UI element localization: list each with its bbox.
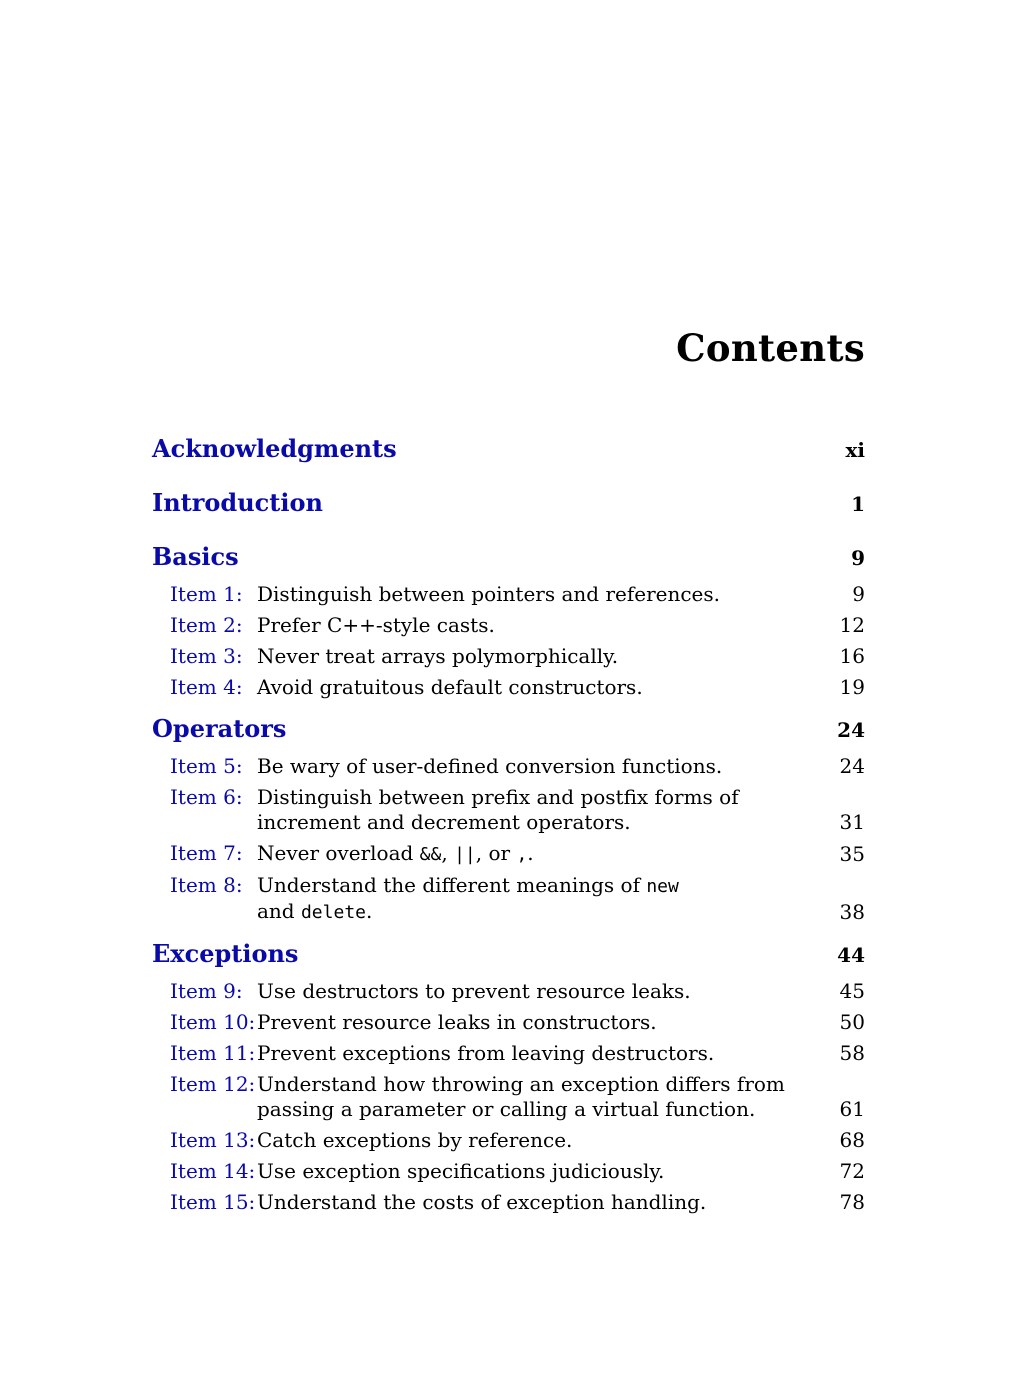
toc-item bbox=[152, 873, 865, 925]
chapter-link-operators[interactable]: Operators bbox=[152, 714, 287, 743]
chapter-page-number: 24 bbox=[837, 718, 865, 742]
item-title-text: . bbox=[527, 841, 534, 865]
item-list bbox=[152, 979, 865, 1215]
item-title-line bbox=[257, 873, 797, 899]
item-title: Prevent resource leaks in constructors. bbox=[257, 1010, 657, 1034]
item-page-number: 78 bbox=[839, 1190, 865, 1214]
item-title-line: passing a parameter or calling a virtual function. bbox=[257, 1097, 756, 1121]
item-page-number: 35 bbox=[839, 842, 865, 866]
toc-item bbox=[152, 1159, 865, 1184]
item-link[interactable]: Item 4: bbox=[170, 675, 243, 699]
item-page-number: 19 bbox=[839, 675, 865, 699]
item-title: Avoid gratuitous default constructors. bbox=[257, 675, 643, 699]
item-link[interactable]: Item 6: bbox=[170, 785, 243, 809]
chapter-link-basics[interactable]: Basics bbox=[152, 542, 239, 571]
chapter-row bbox=[152, 542, 865, 582]
item-page-number: 24 bbox=[839, 754, 865, 778]
item-link[interactable]: Item 8: bbox=[170, 873, 243, 897]
item-title bbox=[257, 873, 797, 925]
item-page-number: 12 bbox=[839, 613, 865, 637]
chapter-page-number: xi bbox=[845, 438, 865, 462]
toc-item bbox=[152, 1128, 865, 1153]
item-page-number: 68 bbox=[839, 1128, 865, 1152]
chapter-row bbox=[152, 434, 865, 488]
item-page-number: 38 bbox=[839, 900, 865, 924]
chapter-row bbox=[152, 939, 865, 979]
item-link[interactable]: Item 9: bbox=[170, 979, 243, 1003]
item-page-number: 61 bbox=[839, 1097, 865, 1121]
item-title: Prefer C++-style casts. bbox=[257, 613, 495, 637]
item-title: Never treat arrays polymorphically. bbox=[257, 644, 619, 668]
item-page-number: 9 bbox=[852, 582, 865, 606]
item-page-number: 45 bbox=[839, 979, 865, 1003]
item-link[interactable]: Item 1: bbox=[170, 582, 243, 606]
item-title: Use exception specifications judiciously. bbox=[257, 1159, 665, 1183]
item-page-number: 58 bbox=[839, 1041, 865, 1065]
toc-item bbox=[152, 613, 865, 638]
item-link[interactable]: Item 12: bbox=[170, 1072, 256, 1096]
chapter-acknowledgments bbox=[152, 434, 865, 488]
item-title-text: , or bbox=[475, 841, 517, 865]
item-title-line: Distinguish between prefix and postfix forms of bbox=[257, 785, 739, 809]
chapter-page-number: 1 bbox=[851, 492, 865, 516]
item-title: Distinguish between pointers and references. bbox=[257, 582, 721, 606]
item-title-text: and bbox=[257, 899, 301, 923]
chapter-page-number: 44 bbox=[837, 943, 865, 967]
toc-item bbox=[152, 1190, 865, 1215]
toc-item bbox=[152, 582, 865, 607]
page-title: Contents bbox=[676, 326, 865, 370]
code-delete: delete bbox=[300, 902, 366, 923]
code-operator-comma: , bbox=[516, 844, 528, 865]
chapter-introduction bbox=[152, 488, 865, 542]
item-title: Catch exceptions by reference. bbox=[257, 1128, 573, 1152]
toc-item bbox=[152, 754, 865, 779]
item-page-number: 31 bbox=[839, 810, 865, 834]
toc-item bbox=[152, 979, 865, 1004]
item-link[interactable]: Item 15: bbox=[170, 1190, 256, 1214]
chapter-link-exceptions[interactable]: Exceptions bbox=[152, 939, 299, 968]
item-link[interactable]: Item 2: bbox=[170, 613, 243, 637]
toc-item bbox=[152, 841, 865, 867]
item-page-number: 72 bbox=[839, 1159, 865, 1183]
table-of-contents bbox=[152, 434, 865, 1229]
toc-item bbox=[152, 1072, 865, 1122]
item-title-text: Never overload bbox=[257, 841, 420, 865]
chapter-link-acknowledgments[interactable]: Acknowledgments bbox=[152, 434, 397, 463]
item-link[interactable]: Item 11: bbox=[170, 1041, 256, 1065]
code-operator-or: || bbox=[454, 844, 476, 865]
item-link[interactable]: Item 13: bbox=[170, 1128, 256, 1152]
chapter-page-number: 9 bbox=[851, 546, 865, 570]
item-title: Be wary of user-defined conversion functions. bbox=[257, 754, 723, 778]
item-title-text: , bbox=[441, 841, 455, 865]
item-list bbox=[152, 754, 865, 925]
item-page-number: 50 bbox=[839, 1010, 865, 1034]
chapter-exceptions bbox=[152, 939, 865, 1215]
item-list bbox=[152, 582, 865, 700]
item-link[interactable]: Item 5: bbox=[170, 754, 243, 778]
item-page-number: 16 bbox=[839, 644, 865, 668]
item-title-line bbox=[257, 899, 797, 925]
contents-page bbox=[152, 0, 865, 1388]
item-title bbox=[257, 1072, 797, 1122]
toc-item bbox=[152, 644, 865, 669]
toc-item bbox=[152, 1041, 865, 1066]
item-title-line: increment and decrement operators. bbox=[257, 810, 631, 834]
item-title-text: Understand the different meanings of bbox=[257, 873, 647, 897]
code-operator-and: && bbox=[419, 844, 442, 865]
chapter-link-introduction[interactable]: Introduction bbox=[152, 488, 323, 517]
item-title: Use destructors to prevent resource leaks. bbox=[257, 979, 691, 1003]
toc-item bbox=[152, 675, 865, 700]
item-title bbox=[257, 785, 797, 835]
chapter-row bbox=[152, 488, 865, 542]
chapter-row bbox=[152, 714, 865, 754]
toc-item bbox=[152, 1010, 865, 1035]
item-title-line: Understand how throwing an exception differs from bbox=[257, 1072, 785, 1096]
code-new: new bbox=[646, 876, 679, 897]
item-title: Prevent exceptions from leaving destructors. bbox=[257, 1041, 715, 1065]
chapter-basics bbox=[152, 542, 865, 700]
item-link[interactable]: Item 10: bbox=[170, 1010, 256, 1034]
item-title bbox=[257, 841, 797, 867]
item-title-text: . bbox=[366, 899, 373, 923]
item-link[interactable]: Item 3: bbox=[170, 644, 243, 668]
item-title: Understand the costs of exception handling. bbox=[257, 1190, 707, 1214]
toc-item bbox=[152, 785, 865, 835]
item-link[interactable]: Item 7: bbox=[170, 841, 243, 865]
item-link[interactable]: Item 14: bbox=[170, 1159, 256, 1183]
chapter-operators bbox=[152, 714, 865, 925]
